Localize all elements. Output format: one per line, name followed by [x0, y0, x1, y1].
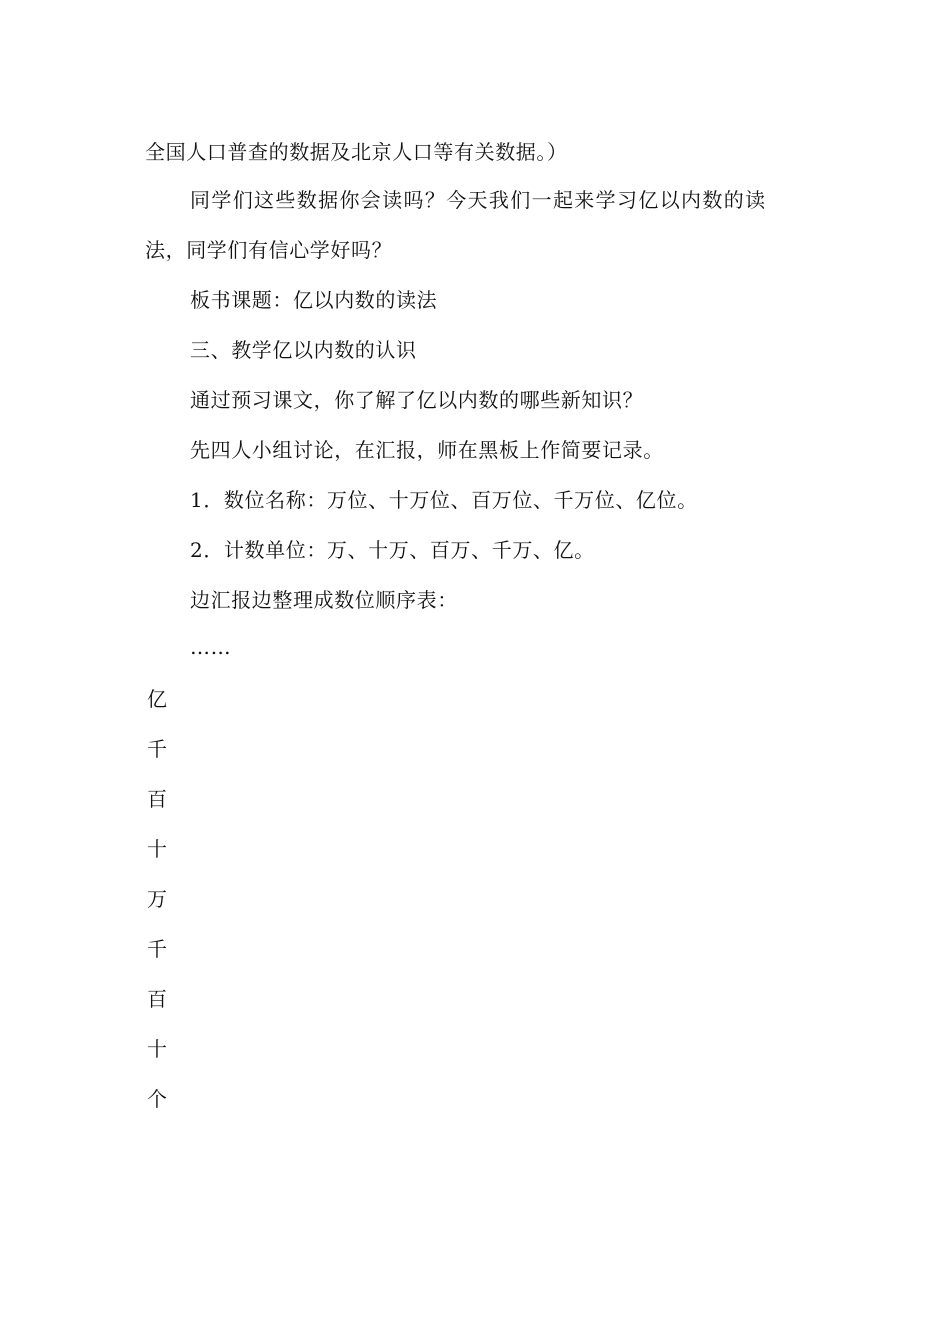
place-value-char-bai: 百: [147, 787, 167, 811]
section-heading-three: 三、教学亿以内数的认识: [190, 338, 417, 362]
list-item-counting-units: 2．计数单位：万、十万、百万、千万、亿。: [190, 538, 595, 562]
place-value-char-qian: 千: [147, 737, 167, 761]
place-value-char-qian-2: 千: [147, 937, 167, 961]
list-item-place-names: 1．数位名称：万位、十万位、百万位、千万位、亿位。: [190, 488, 698, 512]
paragraph-question-line-1: 同学们这些数据你会读吗？今天我们一起来学习亿以内数的读: [190, 188, 767, 212]
paragraph-board-title: 板书课题：亿以内数的读法: [190, 288, 438, 312]
place-value-char-shi-2: 十: [147, 1037, 167, 1061]
paragraph-population-data: 全国人口普查的数据及北京人口等有关数据。）: [145, 140, 568, 164]
ellipsis-text: ……: [190, 635, 232, 659]
place-value-char-bai-2: 百: [147, 987, 167, 1011]
paragraph-place-table-intro: 边汇报边整理成数位顺序表：: [190, 588, 458, 612]
place-value-char-yi: 亿: [147, 687, 167, 711]
place-value-char-wan: 万: [147, 887, 167, 911]
paragraph-question-line-2: 法，同学们有信心学好吗？: [145, 238, 393, 262]
paragraph-group-discussion: 先四人小组讨论，在汇报，师在黑板上作简要记录。: [190, 438, 664, 462]
place-value-char-ge: 个: [147, 1087, 167, 1111]
paragraph-preview-question: 通过预习课文，你了解了亿以内数的哪些新知识？: [190, 388, 644, 412]
place-value-char-shi: 十: [147, 837, 167, 861]
